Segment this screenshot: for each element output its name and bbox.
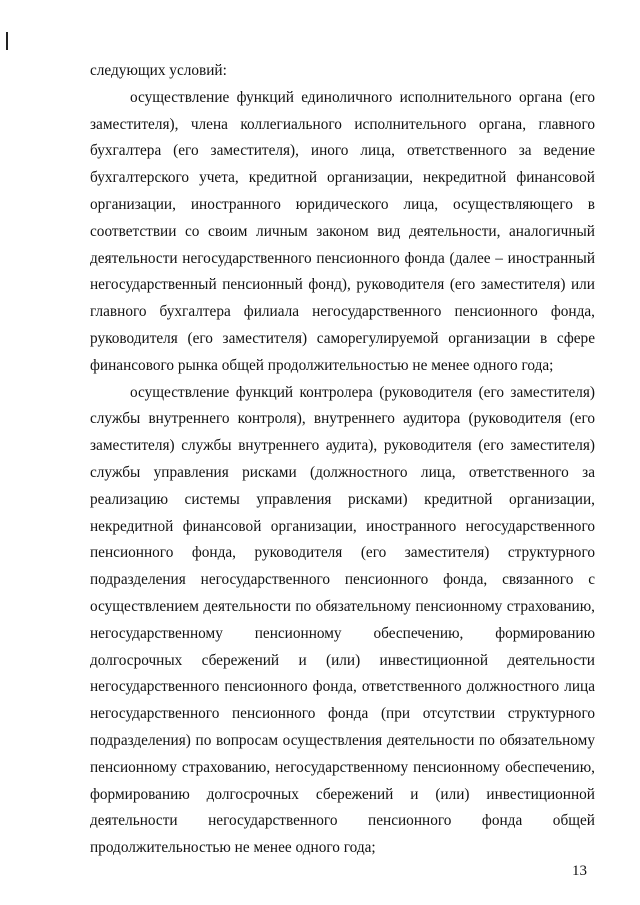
page-number: 13 — [572, 863, 587, 879]
paragraph-2: осуществление функций контролера (руководителя (его заместителя) службы внутреннего контроля), внутреннего аудитора (руководителя (его заместителя) службы внутреннего аудита), руководителя (его заместителя) службы управления рисками (должностного лица, ответственного за реализацию системы управления рисками) кредитной организации, некредитной финансовой организации, иностранного негосударственного пенсионного фонда, руководителя (его заместителя) структурного подразделения негосударственного пенсионного фонда, связанного с осуществлением деятельности по обязательному пенсионному страхованию, негосударственному пенсионному обеспечению, формированию долгосрочных сбережений и (или) инвестиционной деятельности негосударственного пенсионного фонда, ответственного должностного лица негосударственного пенсионного фонда (при отсутствии структурного подразделения) по вопросам осуществления деятельности по обязательному пенсионному страхованию, негосударственному пенсионному обеспечению, формированию долгосрочных сбережений и (или) инвестиционной деятельности негосударственного пенсионного фонда общей продолжительностью не менее одного года; — [90, 383, 595, 857]
paragraph-1: осуществление функций единоличного исполнительного органа (его заместителя), члена коллегиального исполнительного органа, главного бухгалтера (его заместителя), иного лица, ответственного за ведение бухгалтерского учета, кредитной организации, некредитной финансовой организации, иностранного юридического лица, осуществляющего в соответствии со своим личным законом вид деятельности, аналогичный деятельности негосударственного пенсионного фонда (далее – иностранный негосударственный пенсионный фонд), руководителя (его заместителя) или главного бухгалтера филиала негосударственного пенсионного фонда, руководителя (его заместителя) саморегулируемой организации в сфере финансового рынка общей продолжительностью не менее одного года; — [90, 88, 595, 374]
scan-margin-mark — [6, 32, 8, 50]
lead-line: следующих условий: — [90, 62, 227, 79]
document-page — [90, 58, 595, 862]
